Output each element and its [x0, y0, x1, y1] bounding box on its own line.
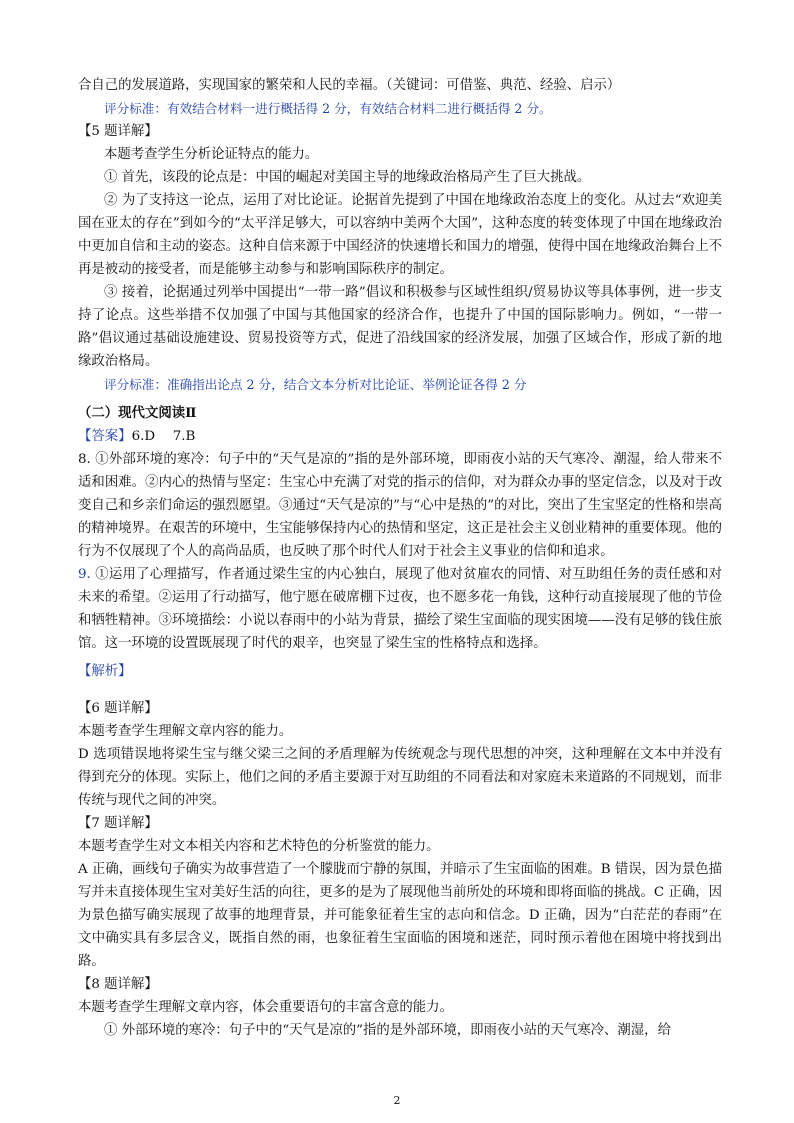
q7-body: A 正确，画线句子确实为故事营造了一个朦胧而宁静的氛围，并暗示了生宝面临的困难。B 错误，因为景色描写并未直接体现生宝对美好生活的向往，更多的是为了展现他当前所处的环境和即将面临的挑战。C 正确，因为景色描写确实展现了故事的地理背景，并可能象征着生宝的志向和信念。D 正确，因为“白茫茫的春雨”在文中确实具有多层含义，既指自然的雨，也象征着生宝面临的困境和迷茫，同时预示着他在困境中将找到出路。 [78, 862, 722, 969]
section-2 [78, 402, 722, 683]
q5-section [78, 120, 722, 396]
q6-body: D 选项错误地将梁生宝与继父梁三之间的矛盾理解为传统观念与现代思想的冲突，这种理解在文本中并没有得到充分的体现。实际上，他们之间的矛盾主要源于对互助组的不同看法和对家庭未来道路的不同规划，而非传统与现代之间的冲突。 [78, 747, 722, 808]
q5-score-standard: 评分标准：准确指出论点 2 分，结合文本分析对比论证、举例论证各得 2 分 [104, 377, 527, 392]
q6-section [78, 697, 722, 812]
q7-heading: 【7 题详解】 [78, 816, 158, 831]
q6-intro: 本题考查学生理解文章内容的能力。 [78, 724, 293, 739]
answer-8: 8. ①外部环境的寒冷：句子中的“天气是凉的”指的是外部环境，即雨夜小站的天气寒冷、潮湿，给人带来不适和困难。②内心的热情与坚定：生宝心中充满了对党的指示的信仰，对为群众办事的坚定信念，以及对于改变自己和乡亲们命运的强烈愿望。③通过“天气是凉的”与“心中是热的”的对比，突出了生宝坚定的性格和崇高的精神境界。在艰苦的环境中，生宝能够保持内心的热情和坚定，这正是社会主义创业精神的重要体现。他的行为不仅展现了个人的高尚品质，也反映了那个时代人们对于社会主义事业的信仰和追求。 [78, 452, 722, 559]
answer-choices: 6.D 7.B [131, 429, 196, 444]
q6-heading: 【6 题详解】 [78, 701, 158, 716]
answer-line [78, 425, 722, 448]
q5-heading: 【5 题详解】 [78, 124, 158, 139]
analysis-tag: 【解析】 [78, 664, 132, 679]
q5-intro: 本题考查学生分析论证特点的能力。 [104, 147, 319, 162]
q7-intro: 本题考查学生对文本相关内容和艺术特色的分析鉴赏的能力。 [78, 839, 440, 854]
q8-section [78, 973, 722, 1042]
q5-point-3: ③ 接着，论据通过列举中国提出“一带一路”倡议和积极参与区域性组织/贸易协议等具体事例，进一步支持了论点。这些举措不仅加强了中国与其他国家的经济合作，也提升了中国的国际影响力。例如，“一带一路”倡议通过基础设施建设、贸易投资等方式，促进了沿线国家的经济发展，加强了区域合作，形成了新的地缘政治格局。 [78, 285, 722, 369]
score-standard-1: 评分标准：有效结合材料一进行概括得 2 分，有效结合材料二进行概括得 2 分。 [104, 101, 552, 116]
continuation-text: 合自己的发展道路，实现国家的繁荣和人民的幸福。（关键词：可借鉴、典范、经验、启示） [78, 78, 621, 93]
answer-9-text: ①运用了心理描写，作者通过梁生宝的内心独白，展现了他对贫雇农的同情、对互助组任务的责任感和对未来的希望。②运用了行动描写，他宁愿在破席棚下过夜，也不愿多花一角钱，这种行动直接展现了他的节俭和牺牲精神。③环境描绘：小说以春雨中的小站为背景，描绘了梁生宝面临的现实困境——没有足够的钱住旅馆。这一环境的设置既展现了时代的艰辛，也突显了梁生宝的性格特点和选择。 [78, 567, 722, 651]
q8-intro: 本题考查学生理解文章内容，体会重要语句的丰富含意的能力。 [78, 1000, 453, 1015]
q8-point-1: ① 外部环境的寒冷：句子中的“天气是凉的”指的是外部环境，即雨夜小站的天气寒冷、潮湿，给 [104, 1023, 671, 1038]
answer-tag: 【答案】 [78, 429, 132, 444]
answer-9-number: 9. [78, 567, 91, 582]
q7-section [78, 812, 722, 973]
answer-9 [78, 563, 722, 655]
page-number: 2 [393, 1094, 401, 1107]
q8-heading: 【8 题详解】 [78, 977, 158, 992]
continuation-section [78, 74, 722, 120]
section-2-title: （二）现代文阅读Ⅱ [78, 405, 197, 421]
q5-point-1: ① 首先，该段的论点是：中国的崛起对美国主导的地缘政治格局产生了巨大挑战。 [104, 170, 591, 185]
q5-point-2: ② 为了支持这一论点，运用了对比论证。论据首先提到了中国在地缘政治态度上的变化。从过去“欢迎美国在亚太的存在”到如今的“太平洋足够大，可以容纳中美两个大国”，这种态度的转变体现了中国在地缘政治中更加自信和主动的姿态。这种自信来源于中国经济的快速增长和国力的增强，使得中国在地缘政治舞台上不再是被动的接受者，而是能够主动参与和影响国际秩序的制定。 [78, 193, 722, 277]
